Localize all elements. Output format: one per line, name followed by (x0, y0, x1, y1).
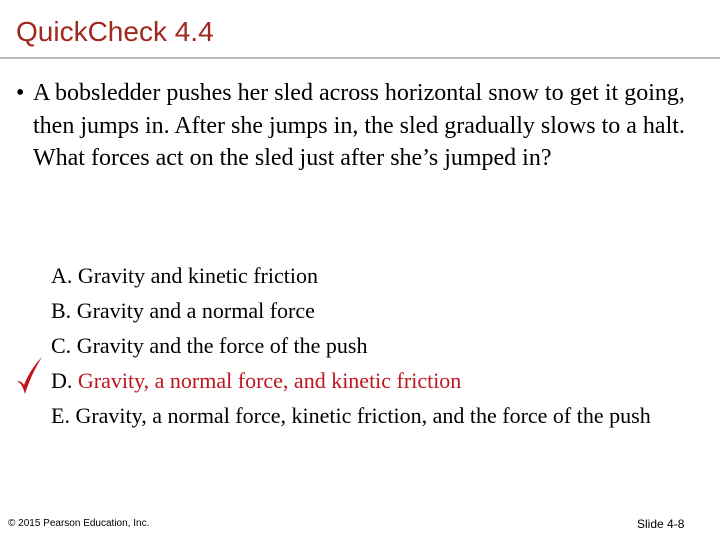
answer-c-text: Gravity and the force of the push (76, 333, 368, 358)
answer-b-text: Gravity and a normal force (76, 298, 315, 323)
slide-number: Slide 4-8 (637, 517, 685, 531)
answer-d-text: Gravity, a normal force, and kinetic friction (77, 368, 462, 393)
answer-d-correct (51, 363, 701, 398)
copyright-notice: © 2015 Pearson Education, Inc. (8, 518, 150, 529)
slide-title: QuickCheck 4.4 (16, 16, 214, 47)
answer-e-text: Gravity, a normal force, kinetic friction, and the force of the push (75, 403, 651, 428)
answer-d-letter: D. (51, 368, 73, 393)
question (16, 77, 706, 175)
answer-e-letter: E. (51, 403, 70, 428)
answer-b (51, 293, 701, 328)
answer-a (51, 258, 701, 293)
answer-e (51, 398, 701, 433)
bullet: • (16, 80, 25, 106)
answer-a-letter: A. (51, 263, 73, 288)
answer-c (51, 328, 701, 363)
title-divider (0, 57, 720, 59)
answer-a-text: Gravity and kinetic friction (77, 263, 318, 288)
answer-c-letter: C. (51, 333, 72, 358)
answer-list (51, 258, 701, 433)
question-text: A bobsledder pushes her sled across horizontal snow to get it going, then jumps in. After she jumps in, the sled gradually slows to a halt. What forces act on the sled just after she’s jumped in? (33, 80, 685, 171)
checkmark-icon (14, 354, 44, 398)
answer-b-letter: B. (51, 298, 72, 323)
